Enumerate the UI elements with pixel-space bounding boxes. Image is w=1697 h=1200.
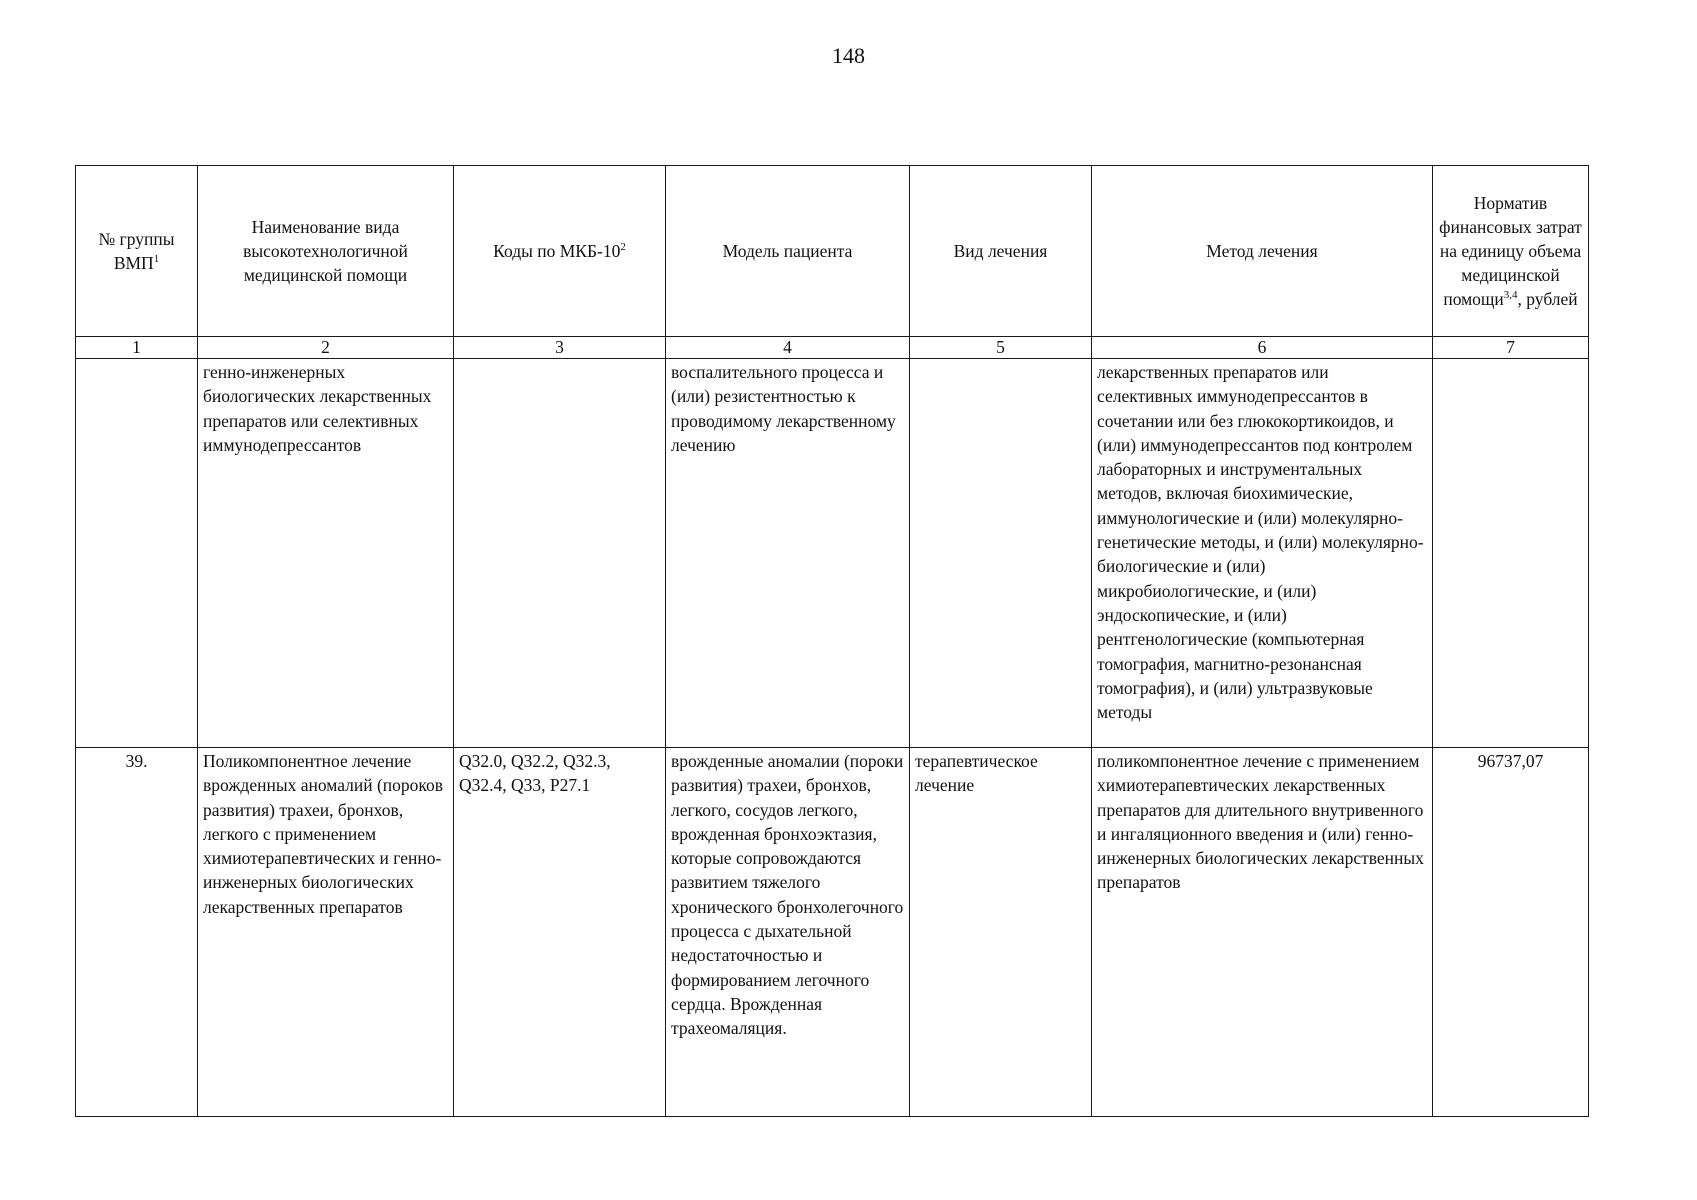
header-patient-model: Модель пациента — [666, 166, 910, 337]
header-cost-standard: Норматив финансовых затрат на единицу объема медицинской помощи$^{3,4}$, рублей — [1433, 166, 1589, 337]
table-row — [76, 359, 1589, 748]
column-number: 2 — [198, 337, 454, 359]
column-number: 1 — [76, 337, 198, 359]
cell-treatment-type: терапевтическое лечение — [910, 748, 1092, 1117]
column-number-row — [76, 337, 1589, 359]
header-row — [76, 166, 1589, 337]
cell-care-type-name: Поликомпонентное лечение врожденных аномалий (пороков развития) трахеи, бронхов, легкого с применением химиотерапевтических и генно-инженерных биологических лекарственных препаратов — [198, 748, 454, 1117]
column-number: 3 — [454, 337, 666, 359]
header-care-type-name: Наименование вида высокотехнологичной медицинской помощи — [198, 166, 454, 337]
cell-icd-codes — [454, 359, 666, 748]
table-row — [76, 748, 1589, 1117]
cell-cost-standard: 96737,07 — [1433, 748, 1589, 1117]
header-group-number: № группы ВМП$^1$ — [76, 166, 198, 337]
column-number: 4 — [666, 337, 910, 359]
cell-treatment-method: поликомпонентное лечение с применением химиотерапевтических лекарственных препаратов для длительного внутривенного и ингаляционного введения и (или) генно-инженерных биологических лекарственных препаратов — [1092, 748, 1433, 1117]
cell-group-number: 39. — [76, 748, 198, 1117]
cell-treatment-type — [910, 359, 1092, 748]
cell-group-number — [76, 359, 198, 748]
cell-care-type-name: генно-инженерных биологических лекарственных препаратов или селективных иммунодепрессантов — [198, 359, 454, 748]
column-number: 7 — [1433, 337, 1589, 359]
page-number: 148 — [832, 43, 865, 68]
cell-icd-codes: Q32.0, Q32.2, Q32.3, Q32.4, Q33, P27.1 — [454, 748, 666, 1117]
header-treatment-type: Вид лечения — [910, 166, 1092, 337]
vmp-table — [75, 165, 1589, 1117]
cell-treatment-method: лекарственных препаратов или селективных иммунодепрессантов в сочетании или без глюкокортикоидов, и (или) иммунодепрессантов под контролем лабораторных и инструментальных методов, включая биохимические, иммунологические и (или) молекулярно-генетические методы, и (или) молекулярно-биологические и (или) микробиологические, и (или) эндоскопические, и (или) рентгенологические (компьютерная томография, магнитно-резонансная томография), и (или) ультразвуковые методы — [1092, 359, 1433, 748]
column-number: 5 — [910, 337, 1092, 359]
header-treatment-method: Метод лечения — [1092, 166, 1433, 337]
cell-cost-standard — [1433, 359, 1589, 748]
cell-patient-model: воспалительного процесса и (или) резистентностью к проводимому лекарственному лечению — [666, 359, 910, 748]
column-number: 6 — [1092, 337, 1433, 359]
header-icd-codes: Коды по МКБ-$10^2$ — [454, 166, 666, 337]
cell-patient-model: врожденные аномалии (пороки развития) трахеи, бронхов, легкого, сосудов легкого, врожденная бронхоэктазия, которые сопровождаются развитием тяжелого хронического бронхолегочного процесса с дыхательной недостаточностью и формированием легочного сердца. Врожденная трахеомаляция. — [666, 748, 910, 1117]
